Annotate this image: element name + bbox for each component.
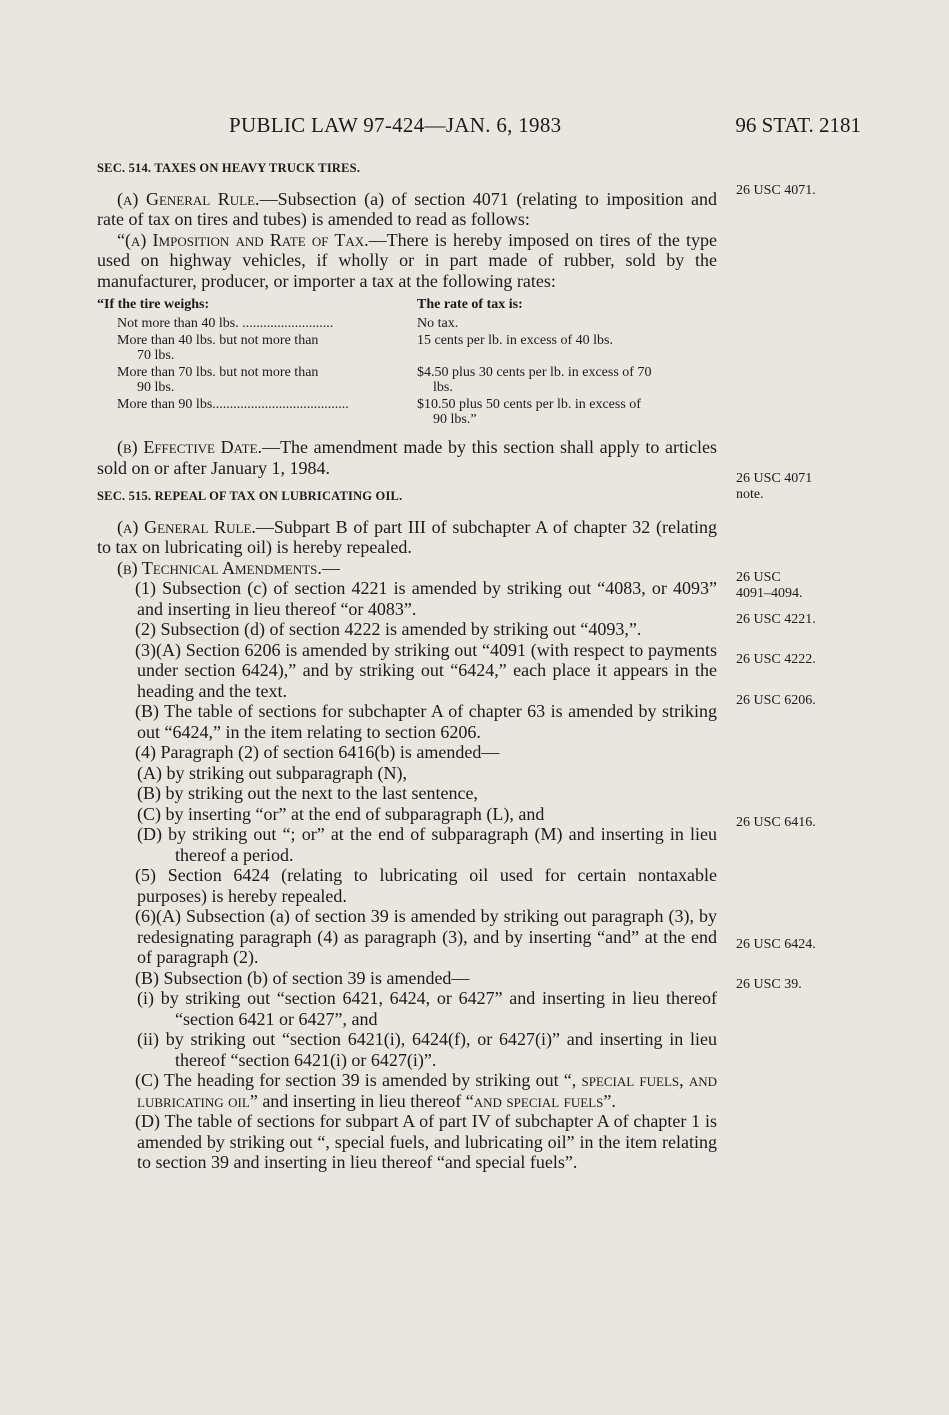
margin-note: 4091–4094.: [736, 586, 803, 601]
paragraph-4B: (B) by striking out the next to the last sentence,: [137, 783, 478, 803]
rate-column-header: The rate of tax is:: [417, 297, 523, 312]
section-515-heading: SEC. 515. REPEAL OF TAX ON LUBRICATING OIL.: [97, 489, 403, 503]
paragraph-5: (5) Section 6424 (relating to lubricating oil used for certain nontaxable purposes) is hereby repealed.: [135, 865, 717, 906]
stat-citation: 96 STAT. 2181: [735, 113, 861, 137]
sec514-a-paragraph: (a) General Rule.—Subsection (a) of section 4071 (relating to imposition and rate of tax on tires and tubes) is amended to read as follows:: [97, 188, 717, 229]
margin-note: 26 USC 6424.: [736, 937, 816, 952]
tax-table-header: [97, 297, 717, 316]
margin-note: note.: [736, 487, 764, 502]
table-row: More than 70 lbs. but not more than 90 lbs. $4.50 plus 30 cents per lb. in excess of 70 lbs.: [117, 365, 652, 395]
paragraph-6Bi: (i) by striking out “section 6421, 6424, or 6427” and inserting in lieu thereof “section 6421 or 6427”, and: [137, 988, 717, 1029]
paragraph-6Bii: (ii) by striking out “section 6421(i), 6424(f), or 6427(i)” and inserting in lieu thereof “section 6421(i) or 6427(i)”.: [137, 1029, 717, 1070]
table-row: More than 40 lbs. but not more than 70 lbs. 15 cents per lb. in excess of 40 lbs.: [117, 333, 613, 363]
paragraph-4A: (A) by striking out subparagraph (N),: [137, 762, 407, 783]
sec515-a-paragraph: (a) General Rule.—Subpart B of part III of subchapter A of chapter 32 (relating to tax on lubricating oil) is hereby repealed.: [97, 516, 717, 557]
section-514-heading: SEC. 514. TAXES ON HEAVY TRUCK TIRES.: [97, 161, 361, 175]
paragraph-6A: (6)(A) Subsection (a) of section 39 is amended by striking out paragraph (3), by redesignating paragraph (4) as paragraph (3), and by inserting “and” at the end of paragraph (2).: [135, 906, 717, 967]
bleed-through-background: [759, 90, 949, 1290]
sec514-quote-paragraph: “(a) Imposition and Rate of Tax.—There is hereby imposed on tires of the type used on highway vehicles, if wholly or in part made of rubber, sold by the manufacturer, producer, or importer a tax at the following rates:: [97, 229, 717, 291]
tax-rate-table: [97, 297, 717, 429]
margin-note: 26 USC: [736, 570, 781, 585]
sec514-b-paragraph: (b) Effective Date.—The amendment made by this section shall apply to articles sold on or after January 1, 1984.: [97, 437, 717, 478]
table-row: Not more than 40 lbs. .......................... No tax.: [117, 316, 459, 331]
paragraph-6C: (C) The heading for section 39 is amended by striking out “, special fuels, and lubricating oil” and inserting in lieu thereof “and special fuels”.: [135, 1070, 718, 1111]
table-row: More than 90 lbs....................................... $10.50 plus 50 cents per lb. in excess of 90 lbs.”: [117, 397, 641, 427]
margin-note: 26 USC 39.: [736, 977, 802, 992]
paragraph-1: (1) Subsection (c) of section 4221 is amended by striking out “4083, or 4093” and inserting in lieu thereof “or 4083”.: [135, 578, 717, 619]
paragraph-4C: (C) by inserting “or” at the end of subparagraph (L), and: [137, 803, 545, 824]
margin-note: 26 USC 4222.: [736, 652, 816, 667]
paragraph-2: (2) Subsection (d) of section 4222 is amended by striking out “4093,”.: [135, 619, 642, 639]
margin-note: 26 USC 6416.: [736, 815, 816, 830]
margin-note: 26 USC 4221.: [736, 612, 816, 627]
paragraph-3B: (B) The table of sections for subchapter A of chapter 63 is amended by striking out “6424,” in the item relating to section 6206.: [135, 701, 717, 742]
margin-note: 26 USC 4071: [736, 471, 813, 486]
page-header: [97, 113, 861, 143]
paragraph-3A: (3)(A) Section 6206 is amended by striking out “4091 (with respect to payments under section 6424),” and by striking out “6424,” each place it appears in the heading and the text.: [135, 639, 717, 701]
document-body: [97, 158, 717, 1173]
paragraph-6B: (B) Subsection (b) of section 39 is amended—: [135, 967, 470, 988]
margin-note: 26 USC 6206.: [736, 693, 816, 708]
sec515-b-paragraph: (b) Technical Amendments.—: [117, 557, 340, 578]
weight-column-header: “If the tire weighs:: [97, 297, 210, 312]
paragraph-4D: (D) by striking out “; or” at the end of subparagraph (M) and inserting in lieu thereof a period.: [137, 824, 717, 865]
paragraph-4: (4) Paragraph (2) of section 6416(b) is amended—: [135, 742, 500, 762]
paragraph-6D: (D) The table of sections for subpart A of part IV of subchapter A of chapter 1 is amended by striking out “, special fuels, and lubricating oil” in the item relating to section 39 and inserting in lieu thereof “and special fuels”.: [135, 1111, 717, 1172]
law-title: PUBLIC LAW 97-424—JAN. 6, 1983: [229, 113, 562, 137]
margin-note: 26 USC 4071.: [736, 183, 816, 198]
